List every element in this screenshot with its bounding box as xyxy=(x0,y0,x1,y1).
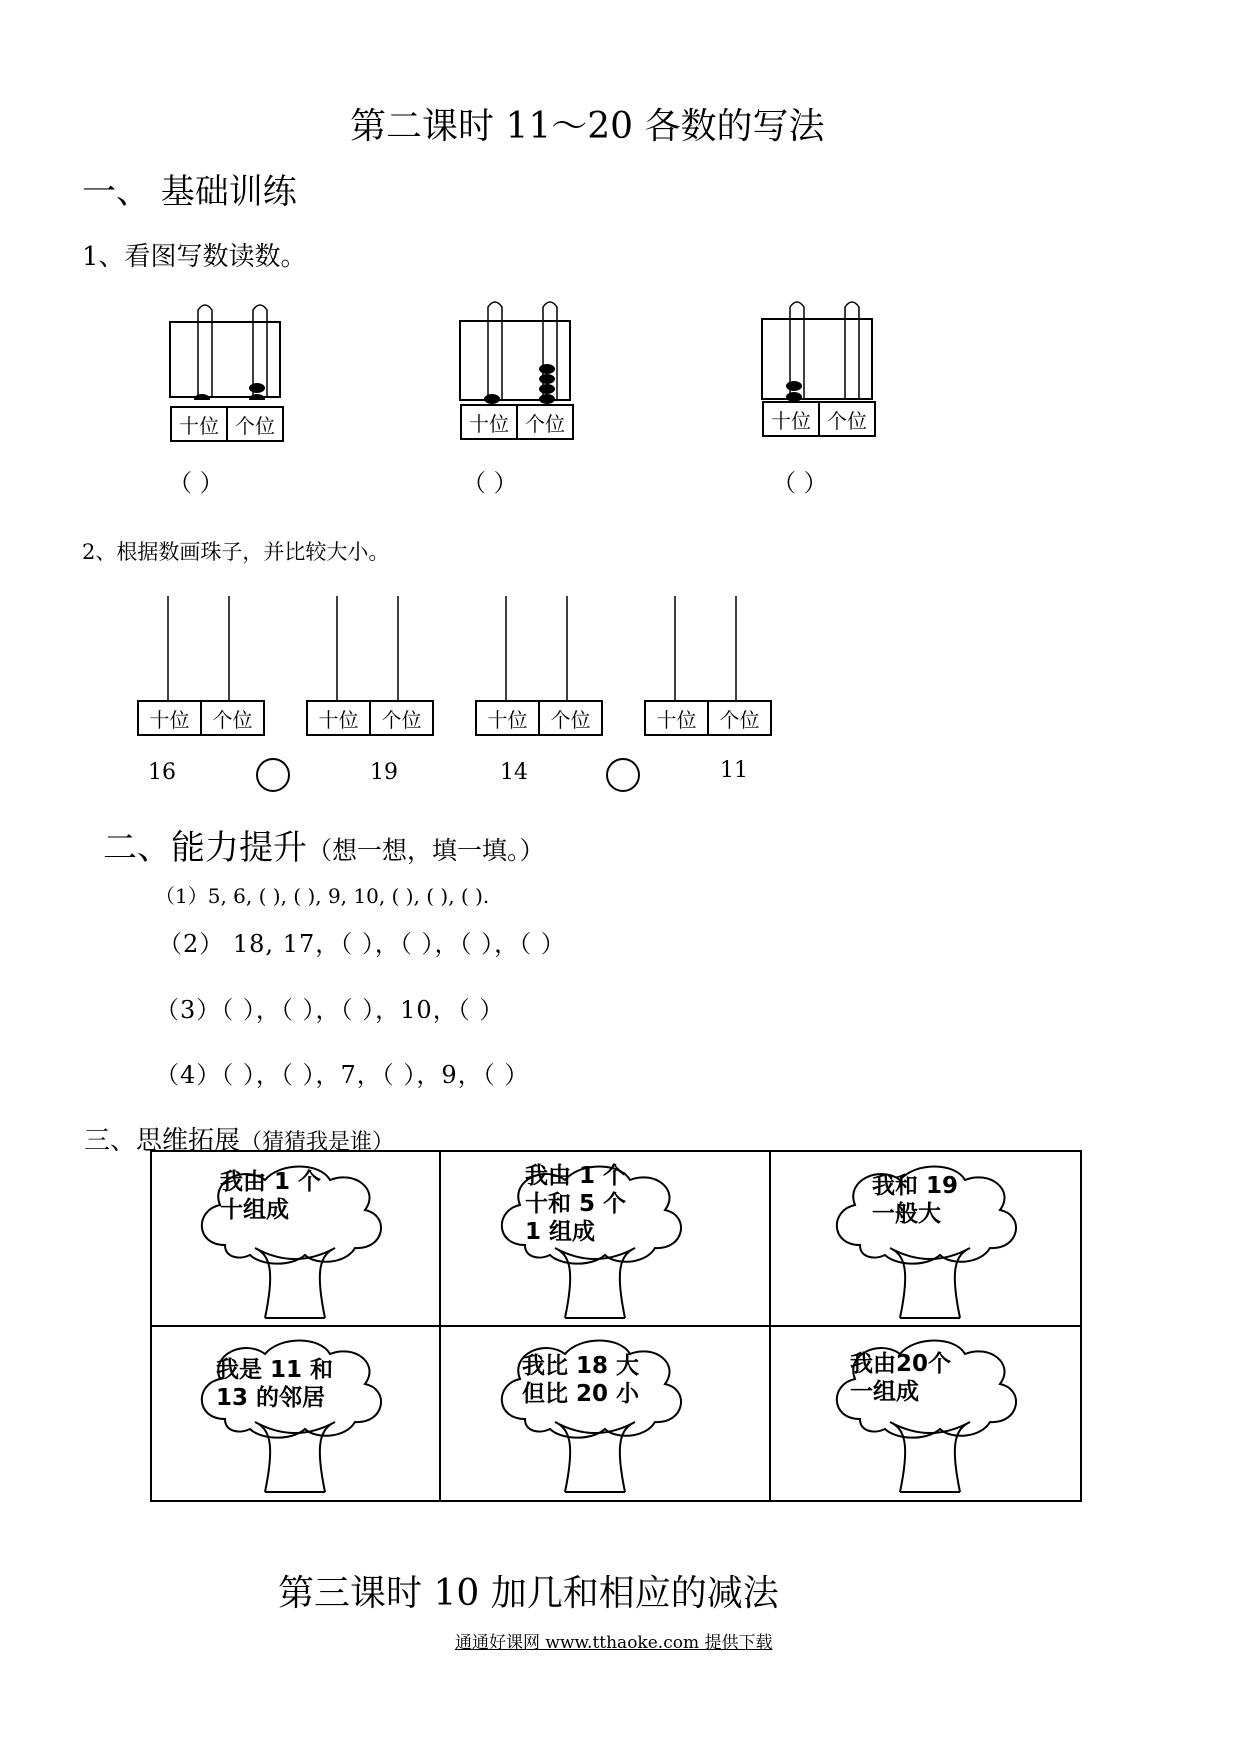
ones-label: 个位 xyxy=(212,707,253,732)
q1-label: 1、看图写数读数。 xyxy=(82,242,307,272)
fill-item-3[interactable]: （3）（ ），（ ），（ ），10，（ ） xyxy=(155,996,505,1024)
abacus-rods-2 xyxy=(450,295,590,405)
tree-riddle-5: 我比 18 大 但比 20 小 xyxy=(522,1353,640,1407)
fill-item-1[interactable]: （1）5, 6, ( ), ( ), 9, 10, ( ), ( ), ( ). xyxy=(155,884,490,908)
ones-label: 个位 xyxy=(235,413,275,438)
answer-blank-2[interactable]: （ ） xyxy=(462,469,518,497)
fill-item-2[interactable]: （2） 18, 17，（ ），（ ），（ ），（ ） xyxy=(158,930,566,958)
tens-label: 十位 xyxy=(139,702,202,734)
q2-place-labels-1 xyxy=(137,700,265,736)
footer-link[interactable]: 通通好课网 www.tthaoke.com 提供下载 xyxy=(455,1633,773,1653)
section2-heading: 二、能力提升 xyxy=(103,828,307,868)
ones-label: 个位 xyxy=(550,707,591,732)
compare-number-11: 11 xyxy=(720,758,748,783)
section2-heading-note: （想一想，填一填。） xyxy=(307,836,545,865)
compare-number-16: 16 xyxy=(148,760,176,785)
place-value-labels-1 xyxy=(170,406,284,442)
abacus-rods-1 xyxy=(160,300,300,400)
next-lesson-title: 第三课时 10 加几和相应的减法 xyxy=(278,1573,779,1614)
tree-riddle-3: 我和 19 一般大 xyxy=(872,1173,959,1227)
section2-heading-row xyxy=(103,820,545,869)
tens-label: 十位 xyxy=(646,702,709,734)
ones-label: 个位 xyxy=(719,707,760,732)
page-title: 第二课时 11～20 各数的写法 xyxy=(350,106,825,147)
compare-number-19: 19 xyxy=(370,760,398,785)
fill-item-4[interactable]: （4）（ ），（ ），7，（ ），9，（ ） xyxy=(155,1061,530,1089)
tree-riddle-1: 我由 1 个 十组成 xyxy=(220,1169,322,1223)
ones-label: 个位 xyxy=(381,707,422,732)
q2-place-labels-4 xyxy=(644,700,772,736)
abacus-rods-3 xyxy=(752,295,892,405)
q2-place-labels-2 xyxy=(306,700,434,736)
tens-label: 十位 xyxy=(477,702,540,734)
answer-blank-1[interactable]: （ ） xyxy=(168,469,224,497)
tree-riddle-4: 我是 11 和 13 的邻居 xyxy=(216,1357,334,1411)
place-value-labels-3 xyxy=(762,401,876,437)
ones-label: 个位 xyxy=(827,408,867,433)
tree-riddle-6: 我由20个 一组成 xyxy=(850,1351,952,1405)
section1-heading: 一、 基础训练 xyxy=(82,172,297,212)
tens-label: 十位 xyxy=(462,406,518,438)
answer-blank-3[interactable]: （ ） xyxy=(772,469,828,497)
q2-rods xyxy=(0,590,1240,710)
guess-table xyxy=(150,1150,1082,1502)
q2-label: 2、根据数画珠子，并比较大小。 xyxy=(82,540,390,564)
ones-label: 个位 xyxy=(525,411,565,436)
section3-heading: 三、思维拓展 xyxy=(84,1126,241,1156)
tens-label: 十位 xyxy=(764,403,820,435)
q2-place-labels-3 xyxy=(475,700,603,736)
compare-circle-1[interactable] xyxy=(256,758,290,792)
tens-label: 十位 xyxy=(172,408,228,440)
tree-riddle-2: 我由 1 个 十和 5 个 1 组成 xyxy=(525,1163,627,1245)
tens-label: 十位 xyxy=(308,702,371,734)
section3-heading-note: （猜猜我是谁） xyxy=(240,1130,395,1155)
compare-number-14: 14 xyxy=(500,760,528,785)
compare-circle-2[interactable] xyxy=(606,758,640,792)
place-value-labels-2 xyxy=(460,404,574,440)
